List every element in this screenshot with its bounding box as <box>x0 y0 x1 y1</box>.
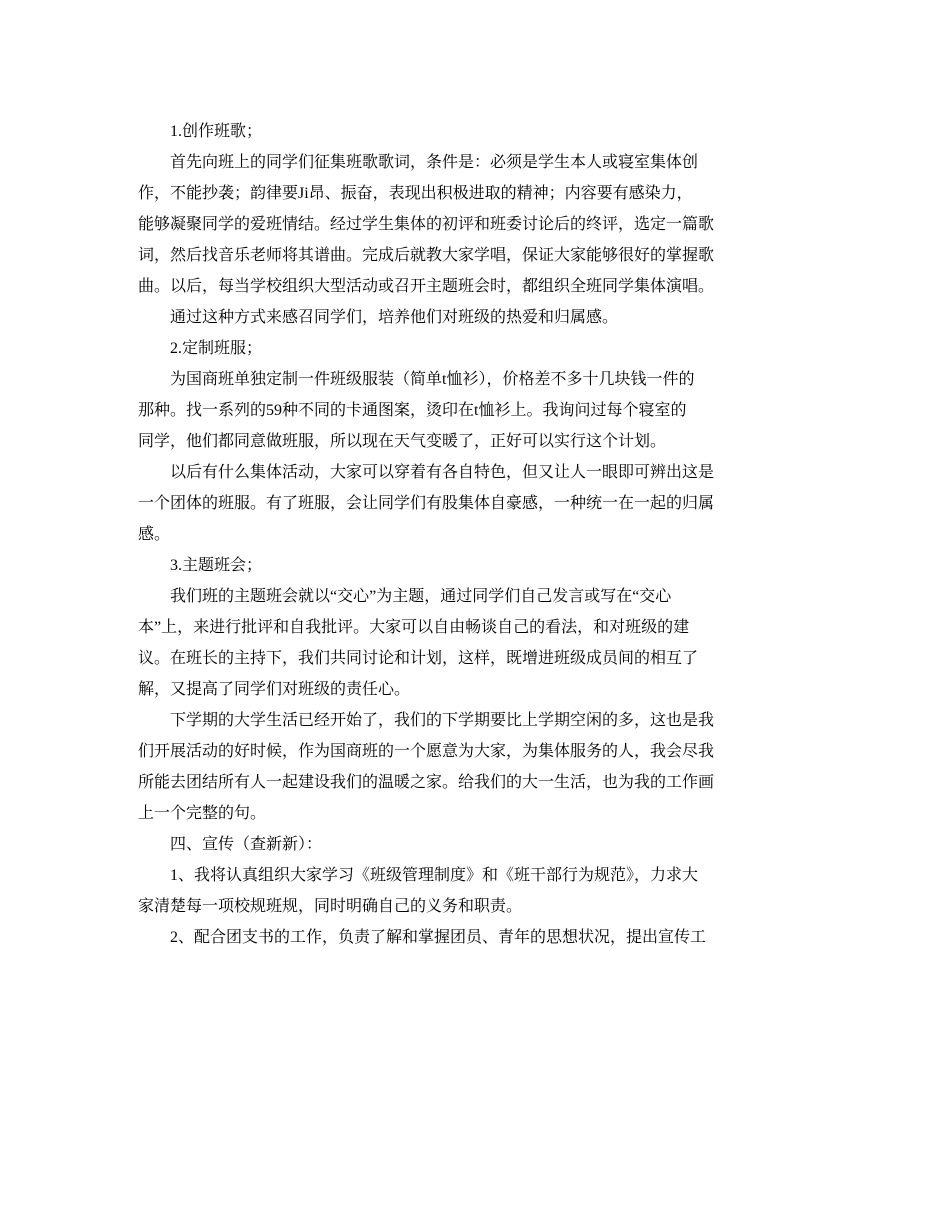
text-line: 所能去团结所有人一起建设我们的温暖之家。给我们的大一生活，也为我的工作画 <box>138 774 715 791</box>
text-line: 3.主题班会； <box>138 557 263 574</box>
text-line: 家清楚每一项校规班规，同时明确自己的义务和职责。 <box>138 898 523 915</box>
text-line: 2、配合团支书的工作，负责了解和掌握团员、青年的思想状况，提出宣传工 <box>138 929 707 946</box>
text-line: 我们班的主题班会就以“交心”为主题，通过同学们自己发言或写在“交心 <box>138 588 672 605</box>
paragraph-9 <box>138 707 816 831</box>
text-line: 那种。找一系列的59种不同的卡通图案，烫印在t恤衫上。我询问过每个寝室的 <box>138 402 687 419</box>
text-line: 2.定制班服； <box>138 340 263 357</box>
text-line: 以后有什么集体活动，大家可以穿着有各自特色，但又让人一眼即可辨出这是 <box>138 464 715 481</box>
paragraph-1 <box>138 118 816 149</box>
text-line: 议。在班长的主持下，我们共同讨论和计划，这样，既增进班级成员间的相互了 <box>138 650 699 667</box>
text-line: 四、宣传（查新新）： <box>138 836 323 853</box>
text-line: 同学，他们都同意做班服，所以现在天气变暖了，正好可以实行这个计划。 <box>138 433 667 450</box>
text-line: 曲。以后，每当学校组织大型活动或召开主题班会时，都组织全班同学集体演唱。 <box>138 278 715 295</box>
paragraph-5 <box>138 366 816 459</box>
paragraph-8 <box>138 583 816 707</box>
text-line: 解，又提高了同学们对班级的责任心。 <box>138 681 411 698</box>
text-line: 词，然后找音乐老师将其谱曲。完成后就教大家学唱，保证大家能够很好的掌握歌 <box>138 247 715 264</box>
text-line: 们开展活动的好时候，作为国商班的一个愿意为大家，为集体服务的人，我会尽我 <box>138 743 715 760</box>
paragraph-12 <box>138 924 816 955</box>
document-body <box>138 118 816 955</box>
text-line: 感。 <box>138 526 171 543</box>
text-line: 为国商班单独定制一件班级服装（简单t恤衫），价格差不多十几块钱一件的 <box>138 371 695 388</box>
text-line: 首先向班上的同学们征集班歌歌词，条件是：必须是学生本人或寝室集体创 <box>138 154 699 171</box>
text-line: 能够凝聚同学的爱班情结。经过学生集体的初评和班委讨论后的终评，选定一篇歌 <box>138 216 715 233</box>
text-line: 本”上，来进行批评和自我批评。大家可以自由畅谈自己的看法，和对班级的建 <box>138 619 690 636</box>
text-line: 1.创作班歌； <box>138 123 263 140</box>
text-line: 上一个完整的句。 <box>138 805 267 822</box>
paragraph-4 <box>138 335 816 366</box>
text-line: 通过这种方式来感召同学们，培养他们对班级的热爱和归属感。 <box>138 309 619 326</box>
text-line: 1、我将认真组织大家学习《班级管理制度》和《班干部行为规范》，力求大 <box>138 867 699 884</box>
text-line: 作，不能抄袭；韵律要Ji昂、振奋，表现出积极进取的精神；内容要有感染力， <box>138 185 693 202</box>
paragraph-10 <box>138 831 816 862</box>
paragraph-6 <box>138 459 816 552</box>
text-line: 一个团体的班服。有了班服，会让同学们有股集体自豪感，一种统一在一起的归属 <box>138 495 715 512</box>
paragraph-3 <box>138 304 816 335</box>
text-line: 下学期的大学生活已经开始了，我们的下学期要比上学期空闲的多，这也是我 <box>138 712 715 729</box>
paragraph-11 <box>138 862 816 924</box>
paragraph-7 <box>138 552 816 583</box>
paragraph-2 <box>138 149 816 304</box>
